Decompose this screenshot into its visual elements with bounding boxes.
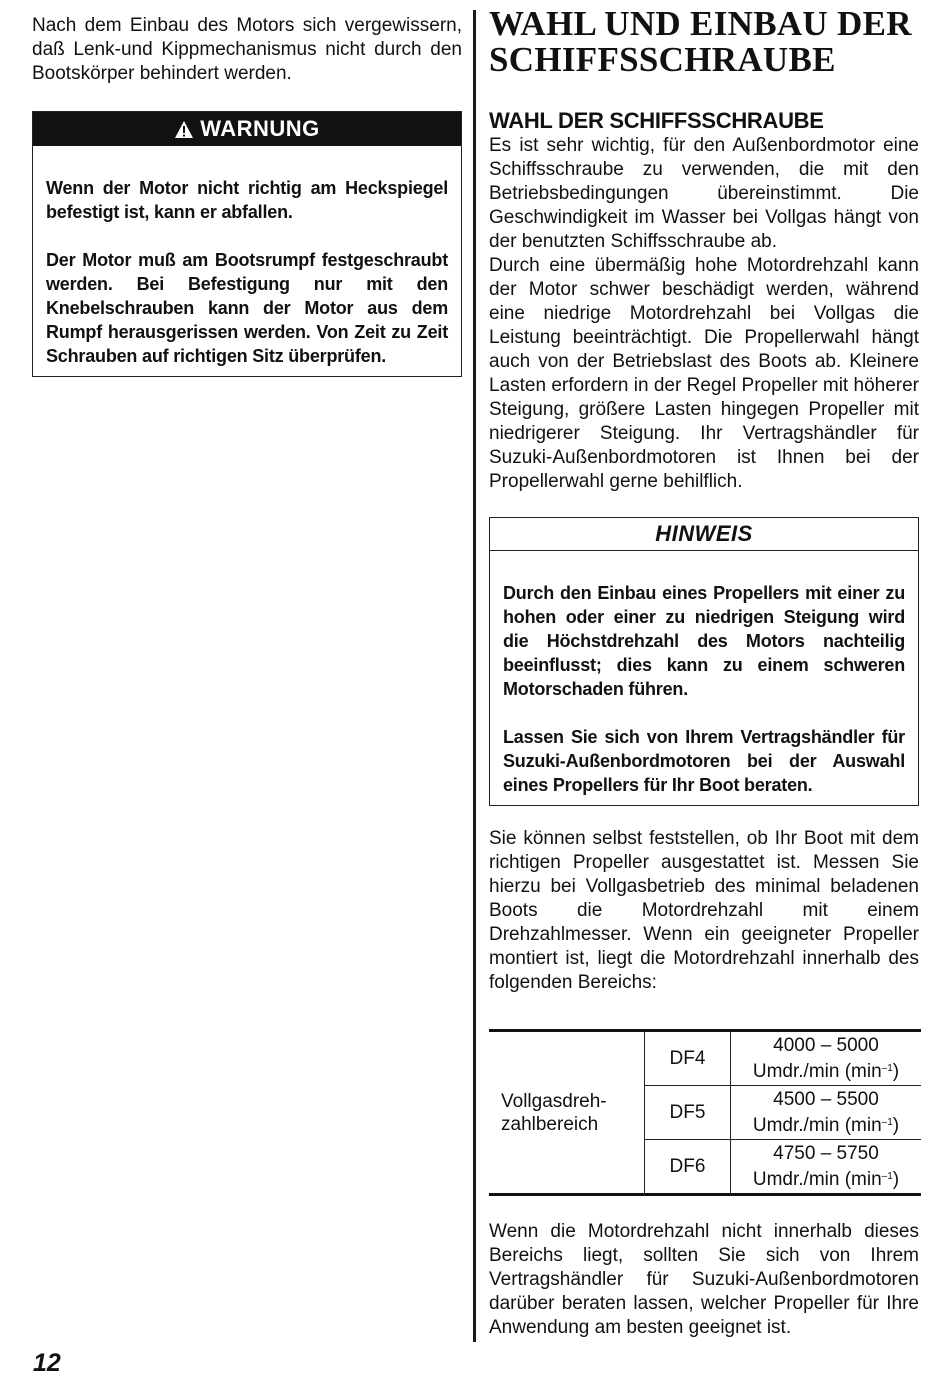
right-column <box>489 6 919 1340</box>
warning-header <box>33 112 461 146</box>
note-body <box>490 551 918 805</box>
page-title: WAHL UND EINBAU DER SCHIFFSSCHRAUBE <box>489 4 912 79</box>
table-label-cell: Vollgasdreh- zahlbereich <box>489 1031 645 1195</box>
warning-text-2: Der Motor muß am Bootsrumpf festgeschraubt werden. Bei Befestigung nur mit den Knebelschrauben kann der Motor aus dem Rumpf herausgerissen werden. Von Zeit zu Zeit Schrauben auf richtigen Sitz überprüfen. <box>46 250 448 366</box>
rpm-unit: Umdr./min $(\min^{-1})$ <box>752 1169 900 1190</box>
note-text-2: Lassen Sie sich von Ihrem Vertragshändler für Suzuki-Außenbordmotoren bei der Auswahl eines Propellers für Ihr Boot beraten. <box>503 727 905 795</box>
section-heading: WAHL DER SCHIFFSSCHRAUBE <box>489 108 824 133</box>
warning-body <box>33 146 461 376</box>
rpm-range: 4000 – 5000 <box>773 1035 879 1056</box>
model-cell: DF6 <box>645 1140 731 1195</box>
note-header: HINWEIS <box>490 518 918 551</box>
paragraph-1: Es ist sehr wichtig, für den Außenbordmotor eine Schiffsschraube zu verwenden, die mit den Betriebsbedingungen übereinstimmt. Die Geschwindigkeit im Wasser bei Vollgas hängt von der benutzten Schiffsschraube ab. <box>489 135 919 252</box>
rpm-range-cell <box>731 1140 922 1195</box>
rpm-range: 4500 – 5500 <box>773 1089 879 1110</box>
note-text-1: Durch den Einbau eines Propellers mit einer zu hohen oder einer zu niedrigen Steigung wird die Höchstdrehzahl des Motors nachteilig beeinflusst; dies kann zu einem schweren Motorschaden führen. <box>503 583 905 699</box>
warning-triangle-icon <box>174 120 194 139</box>
rpm-range-cell <box>731 1031 922 1086</box>
left-column <box>32 14 462 377</box>
model-cell: DF5 <box>645 1086 731 1140</box>
rpm-unit: Umdr./min $(\min^{-1})$ <box>752 1061 900 1082</box>
rpm-range-cell <box>731 1086 922 1140</box>
table-row <box>489 1031 921 1086</box>
warning-title: WARNUNG <box>200 116 320 141</box>
model-cell: DF4 <box>645 1031 731 1086</box>
paragraph-4: Wenn die Motordrehzahl nicht innerhalb dieses Bereichs liegt, sollten Sie sich von Ihrem Vertragshändler für Suzuki-Außenbordmotoren darüber beraten lassen, welcher Propeller für Ihre Anwendung am besten geeignet ist. <box>489 1221 919 1338</box>
column-divider <box>473 10 476 1342</box>
warning-text-1: Wenn der Motor nicht richtig am Heckspiegel befestigt ist, kann er abfallen. <box>46 178 448 222</box>
warning-box <box>32 111 462 377</box>
rpm-table <box>489 1029 921 1196</box>
rpm-range: 4750 – 5750 <box>773 1143 879 1164</box>
intro-paragraph: Nach dem Einbau des Motors sich vergewissern, daß Lenk-und Kippmechanismus nicht durch den Bootskörper behindert werden. <box>32 15 462 84</box>
section-text <box>489 134 919 494</box>
page-number: 12 <box>33 1349 61 1377</box>
paragraph-2: Durch eine übermäßig hohe Motordrehzahl kann der Motor schwer beschädigt werden, während eine niedrige Motordrehzahl bei Vollgas die Leistung beeinträchtigt. Die Propellerwahl hängt auch von der Betriebslast des Boots ab. Kleinere Lasten erfordern in der Regel Propeller mit höherer Steigung, größere Lasten hingegen Propeller mit niedrigerer Steigung. Ihr Vertragshändler für Suzuki-Außenbordmotoren ist Ihnen bei der Propellerwahl gerne behilflich. <box>489 255 919 492</box>
paragraph-3: Sie können selbst feststellen, ob Ihr Boot mit dem richtigen Propeller ausgestattet ist. Messen Sie hierzu bei Vollgasbetrieb des minimal beladenen Boots die Motordrehzahl mit einem Drehzahlmesser. Wenn ein geeigneter Propeller montiert ist, liegt die Motordrehzahl innerhalb des folgenden Bereichs: <box>489 828 919 993</box>
note-box <box>489 517 919 806</box>
rpm-unit: Umdr./min $(\min^{-1})$ <box>752 1115 900 1136</box>
